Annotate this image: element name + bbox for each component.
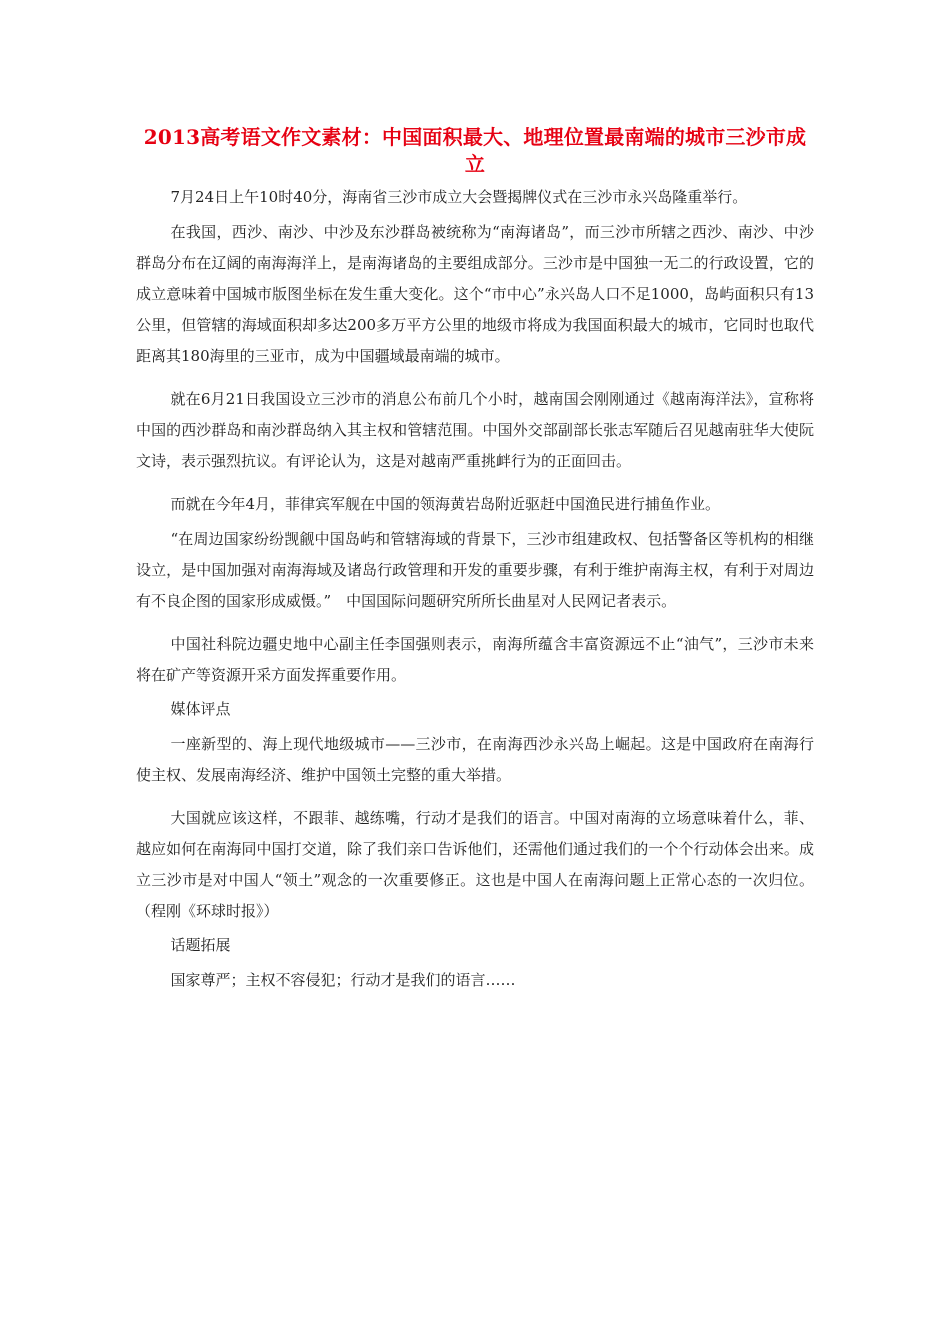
paragraph-event: 7月24日上午10时40分，海南省三沙市成立大会暨揭牌仪式在三沙市永兴岛隆重举行。 (170, 188, 748, 206)
paragraph-media-1: 一座新型的、海上现代地级城市——三沙市，在南海西沙永兴岛上崛起。这是中国政府在南海行使主权、发展南海经济、维护中国领土完整的重大举措。 (136, 735, 814, 784)
paragraph-topics: 国家尊严；主权不容侵犯；行动才是我们的语言…… (170, 971, 516, 989)
document-page (136, 124, 814, 1008)
document-body (136, 182, 814, 996)
paragraph-vietnam: 就在6月21日我国设立三沙市的消息公布前几个小时，越南国会刚刚通过《越南海洋法》，宣称将中国的西沙群岛和南沙群岛纳入其主权和管辖范围。中国外交部副部长张志军随后召见越南驻华大使阮文诗，表示强烈抗议。有评论认为，这是对越南严重挑衅行为的正面回击。 (136, 390, 814, 470)
paragraph-background: 在我国，西沙、南沙、中沙及东沙群岛被统称为“南海诸岛”，而三沙市所辖之西沙、南沙、中沙群岛分布在辽阔的南海海洋上，是南海诸岛的主要组成部分。三沙市是中国独一无二的行政设置，它的成立意味着中国城市版图坐标在发生重大变化。这个“市中心”永兴岛人口不足1000，岛屿面积只有13公里，但管辖的海域面积却多达200多万平方公里的地级市将成为我国面积最大的城市，它同时也取代距离其180海里的三亚市，成为中国疆域最南端的城市。 (136, 223, 814, 365)
paragraph-resources: 中国社科院边疆史地中心副主任李国强则表示，南海所蕴含丰富资源远不止“油气”，三沙市未来将在矿产等资源开采方面发挥重要作用。 (136, 635, 814, 684)
section-label-topic-expansion: 话题拓展 (170, 936, 231, 954)
document-title: 2013高考语文作文素材：中国面积最大、地理位置最南端的城市三沙市成立 (143, 125, 807, 176)
section-label-media-comment: 媒体评点 (170, 700, 231, 718)
paragraph-expert-quote: “在周边国家纷纷觊觎中国岛屿和管辖海域的背景下，三沙市组建政权、包括警备区等机构的相继设立，是中国加强对南海海域及诸岛行政管理和开发的重要步骤，有利于维护南海主权，有利于对周边有不良企图的国家形成威慑。” 中国国际问题研究所所长曲星对人民网记者表示。 (136, 530, 814, 610)
paragraph-media-2: 大国就应该这样，不跟菲、越练嘴，行动才是我们的语言。中国对南海的立场意味着什么，菲、越应如何在南海同中国打交道，除了我们亲口告诉他们，还需他们通过我们的一个个行动体会出来。成立三沙市是对中国人“领土”观念的一次重要修正。这也是中国人在南海问题上正常心态的一次归位。（程刚《环球时报》） (136, 809, 814, 920)
paragraph-philippines: 而就在今年4月，菲律宾军舰在中国的领海黄岩岛附近驱赶中国渔民进行捕鱼作业。 (170, 495, 721, 513)
